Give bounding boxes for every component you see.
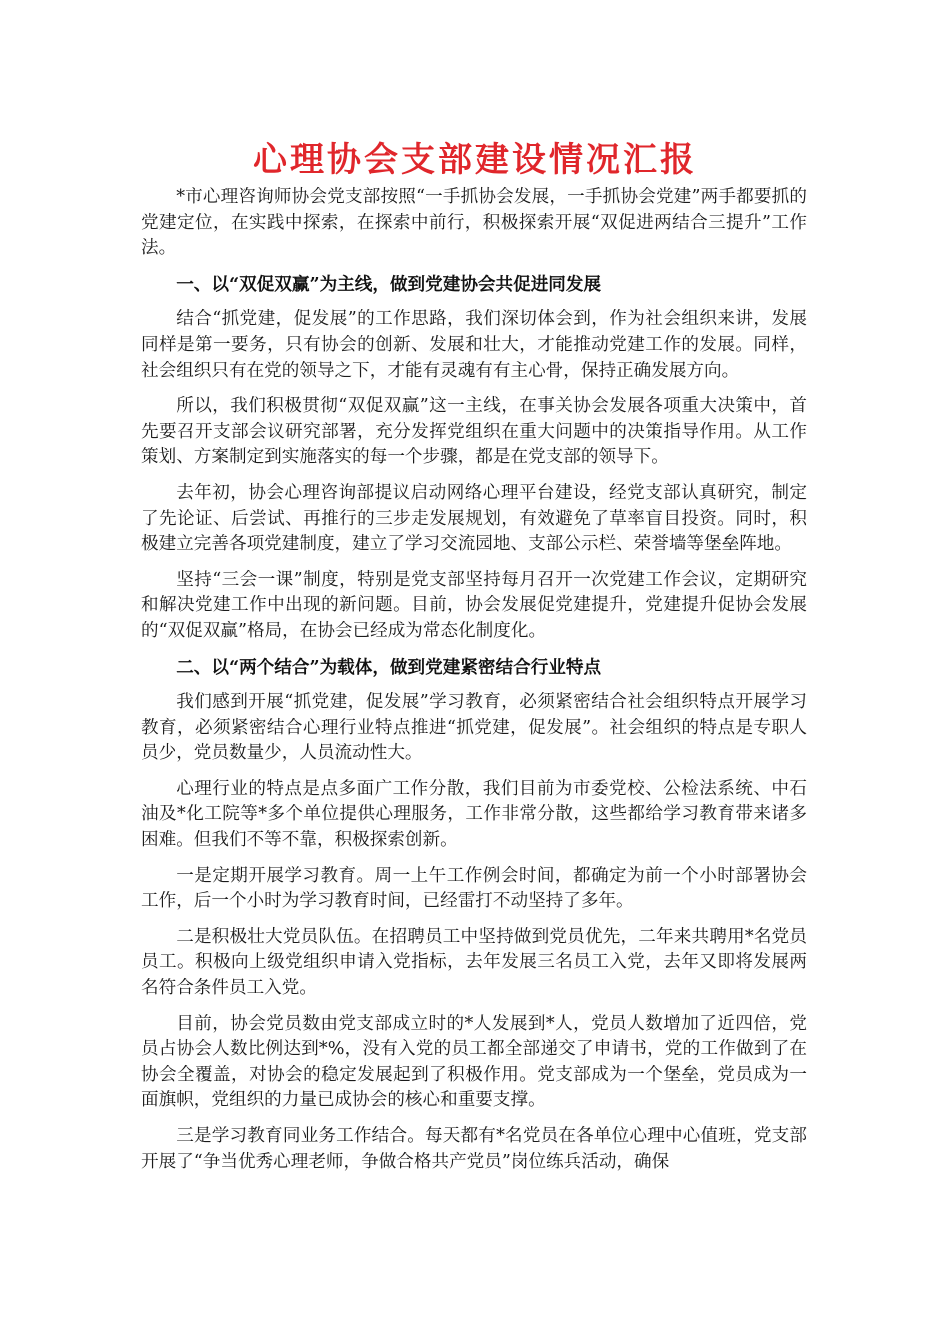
paragraph: 我们感到开展“抓党建，促发展”学习教育，必须紧密结合社会组织特点开展学习教育，必须紧密结合心理行业特点推进“抓党建，促发展”。社会组织的特点是专职人员少，党员数量少，人员流动性大。 — [141, 692, 807, 764]
paragraph: 二是积极壮大党员队伍。在招聘员工中坚持做到党员优先，二年来共聘用*名党员员工。积极向上级党组织申请入党指标，去年发展三名员工入党，去年又即将发展两名符合条件员工入党。 — [141, 926, 807, 999]
paragraph: 一是定期开展学习教育。周一上午工作例会时间，都确定为前一个小时部署协会工作，后一个小时为学习教育时间，已经雷打不动坚持了多年。 — [141, 865, 807, 912]
paragraph: 去年初，协会心理咨询部提议启动网络心理平台建设，经党支部认真研究，制定了先论证、后尝试、再推行的三步走发展规划，有效避免了草率盲目投资。同时，积极建立完善各项党建制度，建立了学习交流园地、支部公示栏、荣誉墙等堡垒阵地。 — [141, 482, 807, 555]
paragraph: 心理行业的特点是点多面广工作分散，我们目前为市委党校、公检法系统、中石油及*化工院等*多个单位提供心理服务，工作非常分散，这些都给学习教育带来诸多困难。但我们不等不靠，积极探索创新。 — [141, 778, 807, 851]
document-title: 心理协会支部建设情况汇报 — [253, 140, 697, 180]
section-heading-1: 一、以“双促双赢”为主线，做到党建协会共促进同发展 — [176, 273, 602, 295]
document-body — [141, 185, 807, 1185]
paragraph: 坚持“三会一课”制度，特别是党支部坚持每月召开一次党建工作会议，定期研究和解决党建工作中出现的新问题。目前，协会发展促党建提升，党建提升促协会发展的“双促双赢”格局，在协会已经成为常态化制度化。 — [141, 569, 807, 641]
paragraph: 目前，协会党员数由党支部成立时的*人发展到*人，党员人数增加了近四倍，党员占协会人数比例达到*%，没有入党的员工都全部递交了申请书，党的工作做到了在协会全覆盖，对协会的稳定发展起到了积极作用。党支部成为一个堡垒，党员成为一面旗帜，党组织的力量已成协会的核心和重要支撑。 — [141, 1013, 807, 1111]
paragraph: 所以，我们积极贯彻“双促双赢”这一主线，在事关协会发展各项重大决策中，首先要召开支部会议研究部署，充分发挥党组织在重大问题中的决策指导作用。从工作策划、方案制定到实施落实的每一个步骤，都是在党支部的领导下。 — [141, 396, 807, 468]
paragraph: 结合“抓党建，促发展”的工作思路，我们深切体会到，作为社会组织来讲，发展同样是第一要务，只有协会的创新、发展和壮大，才能推动党建工作的发展。同样，社会组织只有在党的领导之下，才能有灵魂有有主心骨，保持正确发展方向。 — [141, 309, 807, 381]
section-heading-2: 二、以“两个结合”为载体，做到党建紧密结合行业特点 — [176, 656, 602, 678]
paragraph-intro: *市心理咨询师协会党支部按照“一手抓协会发展，一手抓协会党建”两手都要抓的党建定位，在实践中探索，在探索中前行，积极探索开展“双促进两结合三提升”工作法。 — [141, 187, 807, 259]
paragraph: 三是学习教育同业务工作结合。每天都有*名党员在各单位心理中心值班，党支部开展了“争当优秀心理老师，争做合格共产党员”岗位练兵活动，确保 — [141, 1126, 807, 1172]
